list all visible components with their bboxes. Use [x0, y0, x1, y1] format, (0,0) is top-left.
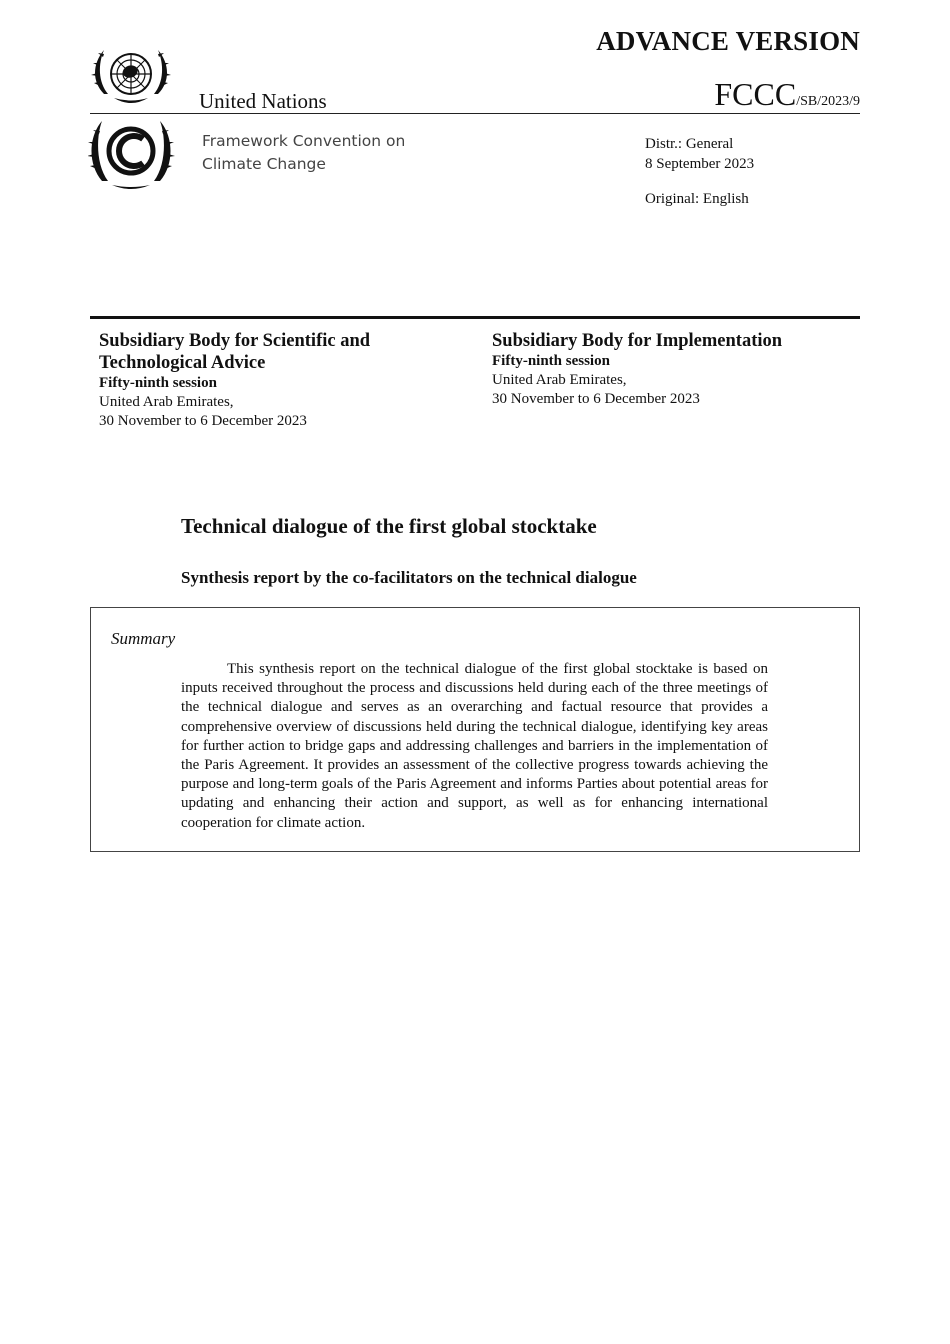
summary-text: This synthesis report on the technical dialogue of the first global stocktake is based on inputs received throughout the process and discussions held during each of the three meetings of the technical dialogue and serves as an overarching and factual resource that provides a comprehensive overview of discussions held during the technical dialogue, identifying key areas for further action to bridge gaps and addressing challenges and barriers in the implementation of the Paris Agreement. It provides an assessment of the collective progress towards achieving the purpose and long-term goals of the Paris Agreement and informs Parties about potential areas for updating and enhancing their action and support, as well as for enhancing international cooperation for climate action.	[181, 661, 768, 831]
document-symbol-suffix: /SB/2023/9	[796, 94, 860, 109]
distribution-block	[645, 134, 754, 174]
body-location: United Arab Emirates,	[492, 372, 627, 388]
section-rule	[90, 316, 860, 319]
document-title: Technical dialogue of the first global stocktake	[181, 514, 597, 538]
header-rule	[90, 113, 860, 114]
distribution-type: Distr.: General	[645, 136, 734, 152]
advance-version-label: ADVANCE VERSION	[596, 26, 860, 56]
document-symbol	[714, 78, 860, 110]
convention-name-line2: Climate Change	[202, 155, 326, 173]
organization-name: United Nations	[199, 89, 327, 113]
original-language: Original: English	[645, 191, 749, 207]
document-subtitle: Synthesis report by the co-facilitators on the technical dialogue	[181, 568, 637, 587]
document-symbol-main: FCCC	[714, 76, 797, 112]
body-name-line2: Technological Advice	[99, 353, 266, 373]
unfccc-logo-icon	[88, 117, 178, 189]
body-dates: 30 November to 6 December 2023	[99, 413, 307, 429]
body-name-line1: Subsidiary Body for Implementation	[492, 331, 783, 351]
convention-name	[202, 130, 405, 176]
un-emblem-icon	[88, 42, 178, 114]
body-location: United Arab Emirates,	[99, 394, 234, 410]
body-dates: 30 November to 6 December 2023	[492, 391, 700, 407]
body-sbsta	[99, 330, 459, 431]
body-session: Fifty-ninth session	[492, 353, 610, 369]
summary-heading: Summary	[111, 629, 176, 648]
body-session: Fifty-ninth session	[99, 375, 217, 391]
convention-name-line1: Framework Convention on	[202, 132, 406, 150]
body-sbi	[492, 330, 852, 409]
distribution-date: 8 September 2023	[645, 156, 755, 172]
body-name-line1: Subsidiary Body for Scientific and	[99, 331, 371, 351]
